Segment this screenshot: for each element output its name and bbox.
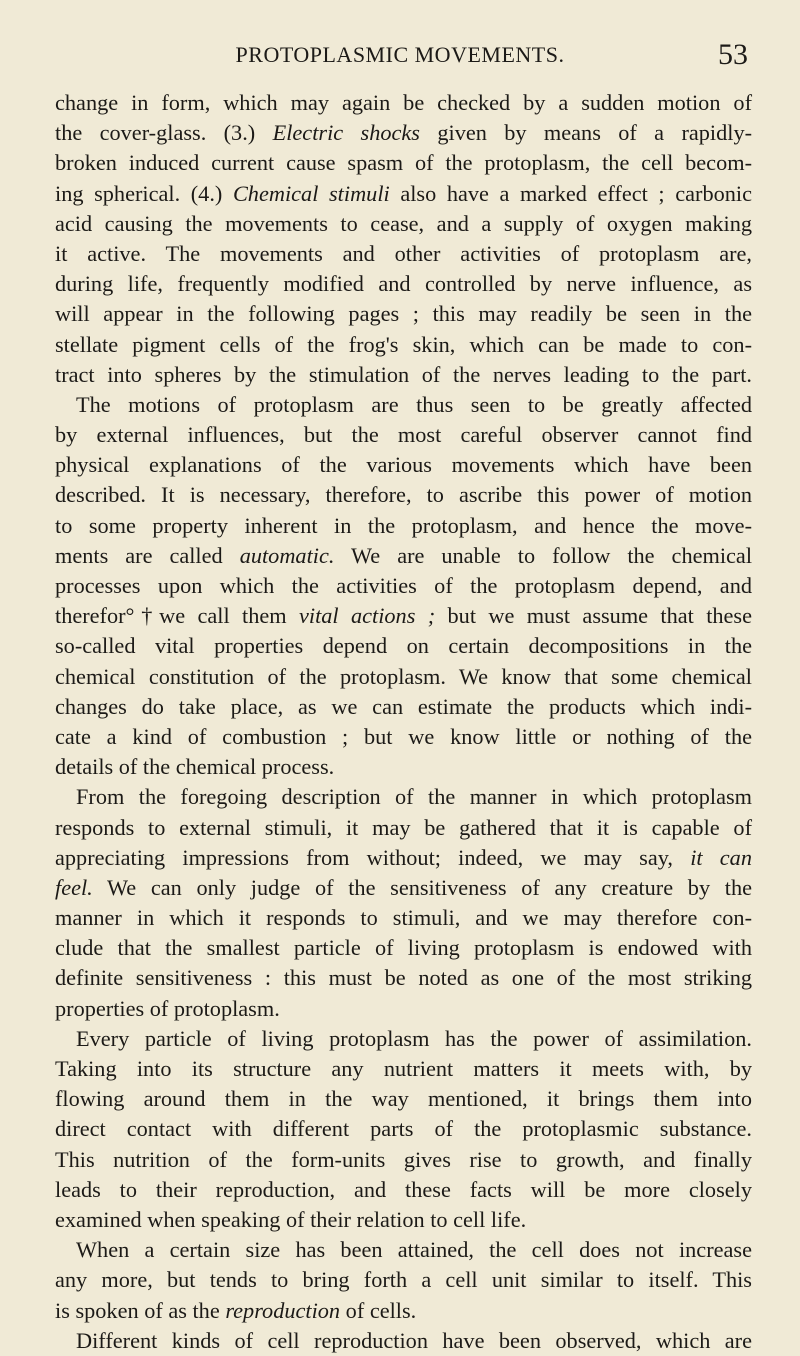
line-text: is spoken of as the xyxy=(55,1297,220,1323)
page-number: 53 xyxy=(718,38,748,71)
line-text: stellate pigment cells of the frog's skin, which can be made to con- xyxy=(55,331,752,357)
line-text: by external influences, but the most careful observer cannot find xyxy=(55,422,752,448)
line-text: broken induced current cause spasm of the protoplasm, the cell becom- xyxy=(55,150,752,176)
text-line xyxy=(55,1175,752,1205)
line-text: of cells. xyxy=(345,1297,417,1323)
text-line xyxy=(55,903,752,933)
text-line xyxy=(55,752,752,782)
line-text: ing spherical. (4.) xyxy=(55,180,223,206)
line-text: properties of protoplasm. xyxy=(55,995,280,1021)
line-text: responds to external stimuli, it may be gathered that it is capable of xyxy=(55,814,752,840)
line-text: given by means of a rapidly- xyxy=(437,120,753,146)
line-text: acid causing the movements to cease, and a supply of oxygen making xyxy=(55,210,752,236)
line-text: will appear in the following pages ; this may readily be seen in the xyxy=(55,301,752,327)
line-text: direct contact with different parts of the protoplasmic substance. xyxy=(55,1116,752,1142)
text-line xyxy=(55,963,752,993)
text-line xyxy=(55,1084,752,1114)
line-text: We are unable to follow the chemical xyxy=(351,542,753,568)
text-line xyxy=(55,299,752,329)
text-line xyxy=(55,994,752,1024)
text-line xyxy=(55,722,752,752)
line-text: changes do take place, as we can estimate the products which indi- xyxy=(55,693,752,719)
line-text: during life, frequently modified and controlled by nerve influence, as xyxy=(55,271,752,297)
line-text: so-called vital properties depend on certain decompositions in the xyxy=(55,633,752,659)
text-line xyxy=(55,330,752,360)
text-line xyxy=(55,209,752,239)
italic-term: Chemical stimuli xyxy=(232,180,390,206)
italic-term: it can xyxy=(690,844,752,870)
line-text: ments are called xyxy=(55,542,223,568)
line-text: We can only judge of the sensitiveness of any creature by the xyxy=(107,874,753,900)
line-text: When a certain size has been attained, the cell does not increase xyxy=(76,1237,752,1263)
line-text: flowing around them in the way mentioned, it brings them into xyxy=(55,1086,752,1112)
text-line xyxy=(55,1205,752,1235)
text-line xyxy=(55,1326,752,1356)
text-line xyxy=(55,420,752,450)
line-text: tract into spheres by the stimulation of the nerves leading to the part. xyxy=(55,361,752,387)
text-line xyxy=(55,1145,752,1175)
text-line xyxy=(55,571,752,601)
text-line xyxy=(55,179,752,209)
line-text: This nutrition of the form-units gives rise to growth, and finally xyxy=(55,1146,752,1172)
text-line xyxy=(55,1235,752,1265)
line-text: cate a kind of combustion ; but we know little or nothing of the xyxy=(55,723,752,749)
text-line xyxy=(55,269,752,299)
line-text: it active. The movements and other activities of protoplasm are, xyxy=(55,240,752,266)
text-line xyxy=(55,118,752,148)
body-text xyxy=(55,88,752,1356)
running-title: PROTOPLASMIC MOVEMENTS. xyxy=(235,42,565,67)
italic-term: automatic. xyxy=(239,542,335,568)
text-line xyxy=(55,692,752,722)
line-text: The motions of protoplasm are thus seen to be greatly affected xyxy=(76,391,752,417)
line-text: therefor°†we call them xyxy=(55,603,287,629)
text-line xyxy=(55,239,752,269)
line-text: manner in which it responds to stimuli, and we may therefore con- xyxy=(55,905,752,931)
text-line xyxy=(55,782,752,812)
text-line xyxy=(55,511,752,541)
italic-term: feel. xyxy=(55,874,93,900)
text-line xyxy=(55,873,752,903)
line-text: any more, but tends to bring forth a cell unit similar to itself. This xyxy=(55,1267,752,1293)
text-line xyxy=(55,1054,752,1084)
line-text: definite sensitiveness : this must be noted as one of the most striking xyxy=(55,965,752,991)
text-line xyxy=(55,1265,752,1295)
line-text: processes upon which the activities of the protoplasm depend, and xyxy=(55,573,752,598)
line-text: change in form, which may again be checked by a sudden motion of xyxy=(55,90,752,115)
text-line xyxy=(55,148,752,178)
text-line xyxy=(55,601,752,631)
line-text: but we must assume that these xyxy=(447,603,753,629)
line-text: also have a marked effect ; carbonic xyxy=(400,180,752,206)
line-text: Every particle of living protoplasm has the power of assimilation. xyxy=(76,1025,752,1051)
line-text: Taking into its structure any nutrient matters it meets with, by xyxy=(55,1056,752,1081)
text-line xyxy=(55,933,752,963)
text-line xyxy=(55,1296,752,1326)
text-line xyxy=(55,813,752,843)
line-text: leads to their reproduction, and these facts will be more closely xyxy=(55,1176,752,1202)
line-text: examined when speaking of their relation to cell life. xyxy=(55,1206,527,1232)
text-line xyxy=(55,662,752,692)
line-text: From the foregoing description of the manner in which protoplasm xyxy=(76,784,752,810)
italic-term: vital actions ; xyxy=(299,603,436,629)
line-text: Different kinds of cell reproduction have been observed, which are xyxy=(76,1327,752,1353)
text-line xyxy=(55,360,752,390)
line-text: chemical constitution of the protoplasm. We know that some chemical xyxy=(55,663,752,689)
line-text: clude that the smallest particle of living protoplasm is endowed with xyxy=(55,935,752,961)
text-line xyxy=(55,88,752,118)
running-head xyxy=(0,38,800,78)
text-line xyxy=(55,631,752,661)
text-line xyxy=(55,480,752,510)
line-text: details of the chemical process. xyxy=(55,754,335,780)
line-text: the cover-glass. (3.) xyxy=(55,120,256,146)
line-text: physical explanations of the various movements which have been xyxy=(55,452,752,478)
text-line xyxy=(55,843,752,873)
italic-term: reproduction xyxy=(225,1297,341,1323)
line-text: to some property inherent in the protoplasm, and hence the move- xyxy=(55,512,752,538)
text-line xyxy=(55,390,752,420)
line-text: described. It is necessary, therefore, to ascribe this power of motion xyxy=(55,482,752,508)
text-line xyxy=(55,1114,752,1144)
text-line xyxy=(55,541,752,571)
text-line xyxy=(55,450,752,480)
line-text: appreciating impressions from without; indeed, we may say, xyxy=(55,844,673,870)
italic-term: Electric shocks xyxy=(272,120,420,146)
text-line xyxy=(55,1024,752,1054)
